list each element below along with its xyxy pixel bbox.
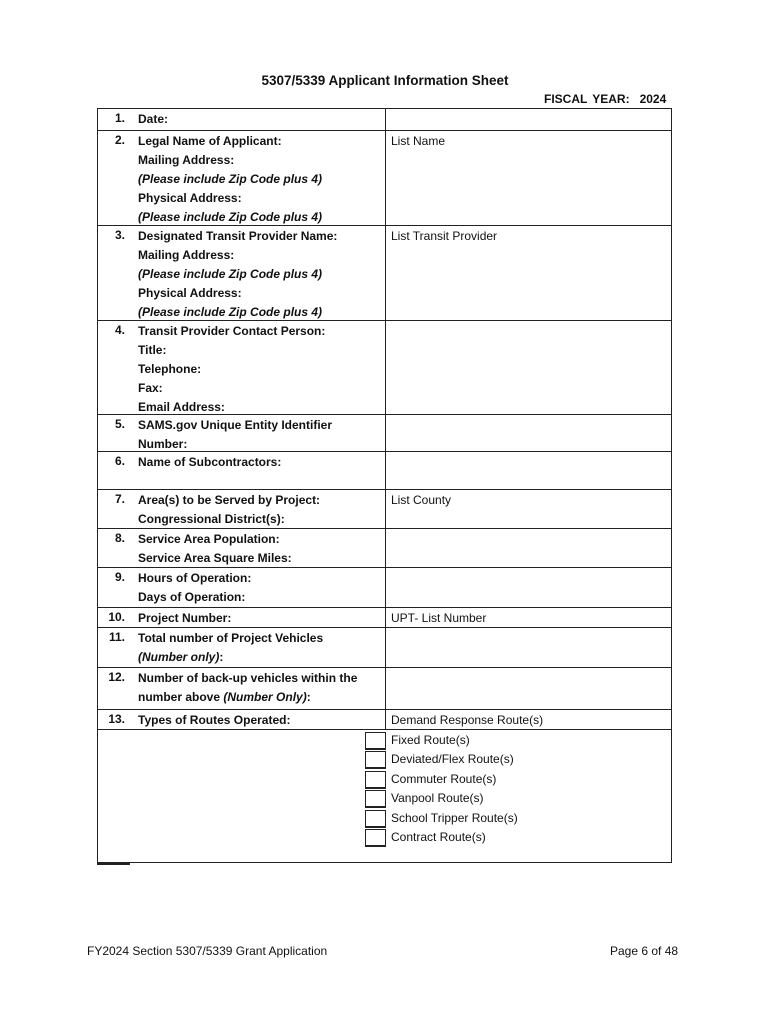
row-label-line: Congressional District(s):	[138, 512, 285, 526]
row-label-line: Telephone:	[138, 362, 202, 376]
table-border-bottom	[97, 862, 672, 863]
row-number: 10.	[108, 610, 125, 624]
route-checkbox[interactable]	[365, 790, 386, 808]
row-number: 2.	[114, 133, 125, 147]
row-label-line: Hours of Operation:	[138, 571, 252, 585]
route-option-label: Contract Route(s)	[391, 830, 486, 844]
row-label-line: (Please include Zip Code plus 4)	[138, 172, 323, 186]
footer-document-title: FY2024 Section 5307/5339 Grant Application	[87, 944, 328, 958]
table-border-bottom-accent	[97, 863, 130, 865]
column-divider	[385, 567, 386, 607]
route-option-label: Deviated/Flex Route(s)	[391, 752, 514, 766]
row-label-line: (Please include Zip Code plus 4)	[138, 305, 323, 319]
row-value-field[interactable]: List County	[391, 493, 452, 507]
column-divider	[385, 414, 386, 451]
row-label	[138, 416, 332, 454]
row-label-line: Transit Provider Contact Person:	[138, 324, 326, 338]
row-label-line: Date:	[138, 112, 169, 126]
row-number: 13.	[108, 712, 125, 726]
row-label	[138, 569, 251, 607]
row-label-line: Designated Transit Provider Name:	[138, 229, 338, 243]
row-label	[138, 629, 323, 667]
row-label	[138, 227, 337, 322]
column-divider	[385, 489, 386, 528]
row-label-line: Service Area Population:	[138, 532, 280, 546]
column-divider	[385, 225, 386, 320]
row-label	[138, 110, 168, 129]
row-number: 3.	[114, 228, 125, 242]
column-divider	[385, 627, 386, 667]
row-number: 8.	[114, 531, 125, 545]
row-label-line: SAMS.gov Unique Entity Identifier	[138, 418, 333, 432]
row-label-line: (Number only):	[138, 650, 224, 664]
row-label-line: number above (Number Only):	[138, 690, 311, 704]
column-divider	[385, 451, 386, 489]
row-label	[138, 322, 325, 417]
row-value-field[interactable]: List Name	[391, 134, 446, 148]
row-number: 6.	[114, 454, 125, 468]
row-label	[138, 453, 281, 472]
row-number: 7.	[114, 492, 125, 506]
row-value-field[interactable]: Demand Response Route(s)	[391, 713, 544, 727]
row-label	[138, 711, 290, 730]
row-number: 1.	[114, 111, 125, 125]
row-label-line: Mailing Address:	[138, 248, 235, 262]
row-label-line: Number:	[138, 437, 188, 451]
row-label-line: Name of Subcontractors:	[138, 455, 282, 469]
row-label	[138, 669, 357, 707]
row-label-line: Physical Address:	[138, 286, 242, 300]
row-label-line: Physical Address:	[138, 191, 242, 205]
fiscal-year	[544, 92, 666, 106]
fiscal-year-value: 2024	[639, 92, 667, 106]
row-label-line: Project Number:	[138, 611, 232, 625]
row-value-field[interactable]: List Transit Provider	[391, 229, 498, 243]
route-option-label: Vanpool Route(s)	[391, 791, 484, 805]
fiscal-year-label: FISCAL YEAR:	[544, 92, 630, 106]
column-divider	[385, 528, 386, 567]
route-option-label: School Tripper Route(s)	[391, 811, 518, 825]
row-label-line: Email Address:	[138, 400, 225, 414]
route-checkbox[interactable]	[365, 810, 386, 828]
route-checkbox[interactable]	[365, 829, 386, 847]
route-checkbox[interactable]	[365, 751, 386, 769]
row-label-line: Title:	[138, 343, 167, 357]
column-divider	[385, 320, 386, 414]
row-number: 4.	[114, 323, 125, 337]
row-label-line: Days of Operation:	[138, 590, 246, 604]
row-value-field[interactable]: UPT- List Number	[391, 611, 487, 625]
row-label-line: Number of back-up vehicles within the	[138, 671, 358, 685]
row-label-line: (Please include Zip Code plus 4)	[138, 267, 323, 281]
column-divider	[385, 709, 386, 729]
row-label-line: Types of Routes Operated:	[138, 713, 291, 727]
row-number: 5.	[114, 417, 125, 431]
row-label-line: Mailing Address:	[138, 153, 235, 167]
row-label-line: (Please include Zip Code plus 4)	[138, 210, 323, 224]
table-border-right	[671, 108, 672, 863]
footer-page-number: Page 6 of 48	[610, 944, 679, 958]
row-label-line: Fax:	[138, 381, 163, 395]
table-row-divider	[97, 729, 672, 730]
row-label-line: Total number of Project Vehicles	[138, 631, 324, 645]
row-label	[138, 132, 322, 227]
column-divider	[385, 607, 386, 627]
column-divider	[385, 108, 386, 130]
route-option-label: Fixed Route(s)	[391, 733, 470, 747]
row-number: 9.	[114, 570, 125, 584]
table-border-left	[97, 108, 98, 863]
row-number: 11.	[108, 630, 125, 644]
page-title: 5307/5339 Applicant Information Sheet	[261, 73, 509, 88]
applicant-form-table	[97, 108, 672, 863]
row-label	[138, 491, 320, 529]
column-divider	[385, 667, 386, 709]
row-label	[138, 530, 292, 568]
row-label	[138, 609, 231, 628]
row-label-line: Service Area Square Miles:	[138, 551, 292, 565]
row-label-line: Legal Name of Applicant:	[138, 134, 282, 148]
route-checkbox[interactable]	[365, 771, 386, 789]
row-number: 12.	[108, 670, 125, 684]
column-divider	[385, 130, 386, 225]
route-checkbox[interactable]	[365, 732, 386, 750]
route-option-label: Commuter Route(s)	[391, 772, 497, 786]
row-label-line: Area(s) to be Served by Project:	[138, 493, 321, 507]
